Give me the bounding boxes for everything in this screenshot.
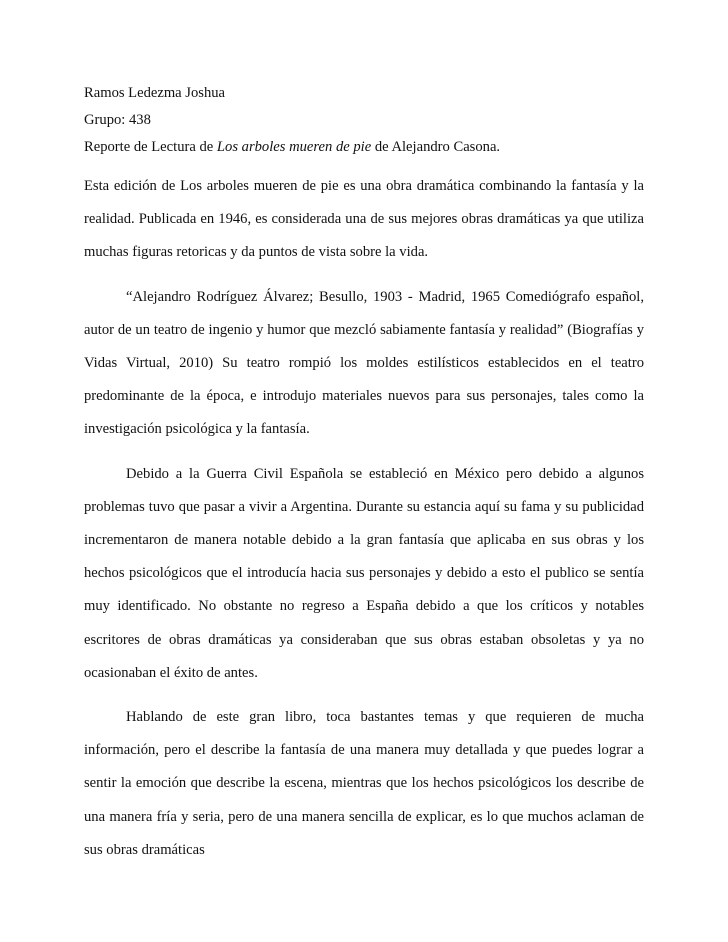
book-title: Los arboles mueren de pie bbox=[216, 139, 372, 155]
paragraph-exile: Debido a la Guerra Civil Española se estableció en México pero debido a algunos problemas tuvo que pasar a vivir a Argentina. Durante su estancia aquí su fama y su publicidad incrementaron de manera notable debido a la gran fantasía que aplicaba en sus obras y los hechos psicológicos que el introducía hacia sus personajes y debido a esto el publico se sentía muy identificado. No obstante no regreso a España debido a que los críticos y notables escritores de obras dramáticas ya consideraban que sus obras estaban obsoletas y ya no ocasionaban el éxito de antes. bbox=[84, 465, 644, 681]
paragraph-intro: Esta edición de Los arboles mueren de pie es una obra dramática combinando la fantasía y la realidad. Publicada en 1946, es considerada una de sus mejores obras dramáticas ya que utiliza muchas figuras retoricas y da puntos de vista sobre la vida. bbox=[84, 178, 644, 261]
paragraph-analysis: Hablando de este gran libro, toca bastantes temas y que requieren de mucha información, pero el describe la fantasía de una manera muy detallada y que puedes lograr a sentir la emoción que describe la escena, mientras que los hechos psicológicos los describe de una manera fría y seria, pero de una manera sencilla de explicar, es lo que muchos aclaman de sus obras dramáticas bbox=[84, 709, 644, 858]
author-name: Ramos Ledezma Joshua bbox=[84, 85, 226, 101]
group-label: Grupo: 438 bbox=[84, 112, 151, 128]
paragraph-biography: “Alejandro Rodríguez Álvarez; Besullo, 1903 - Madrid, 1965 Comediógrafo español, autor de un teatro de ingenio y humor que mezcló sabiamente fantasía y realidad” (Biografías y Vidas Virtual, 2010) Su teatro rompió los moldes estilísticos establecidos en el teatro predominante de la época, e introdujo materiales nuevos para sus personajes, tales como la investigación psicológica y la fantasía. bbox=[84, 288, 644, 438]
document-page bbox=[84, 80, 644, 867]
report-title-prefix: Reporte de Lectura de bbox=[84, 139, 217, 155]
report-title bbox=[84, 134, 644, 161]
report-title-suffix: de Alejandro Casona. bbox=[371, 139, 501, 155]
